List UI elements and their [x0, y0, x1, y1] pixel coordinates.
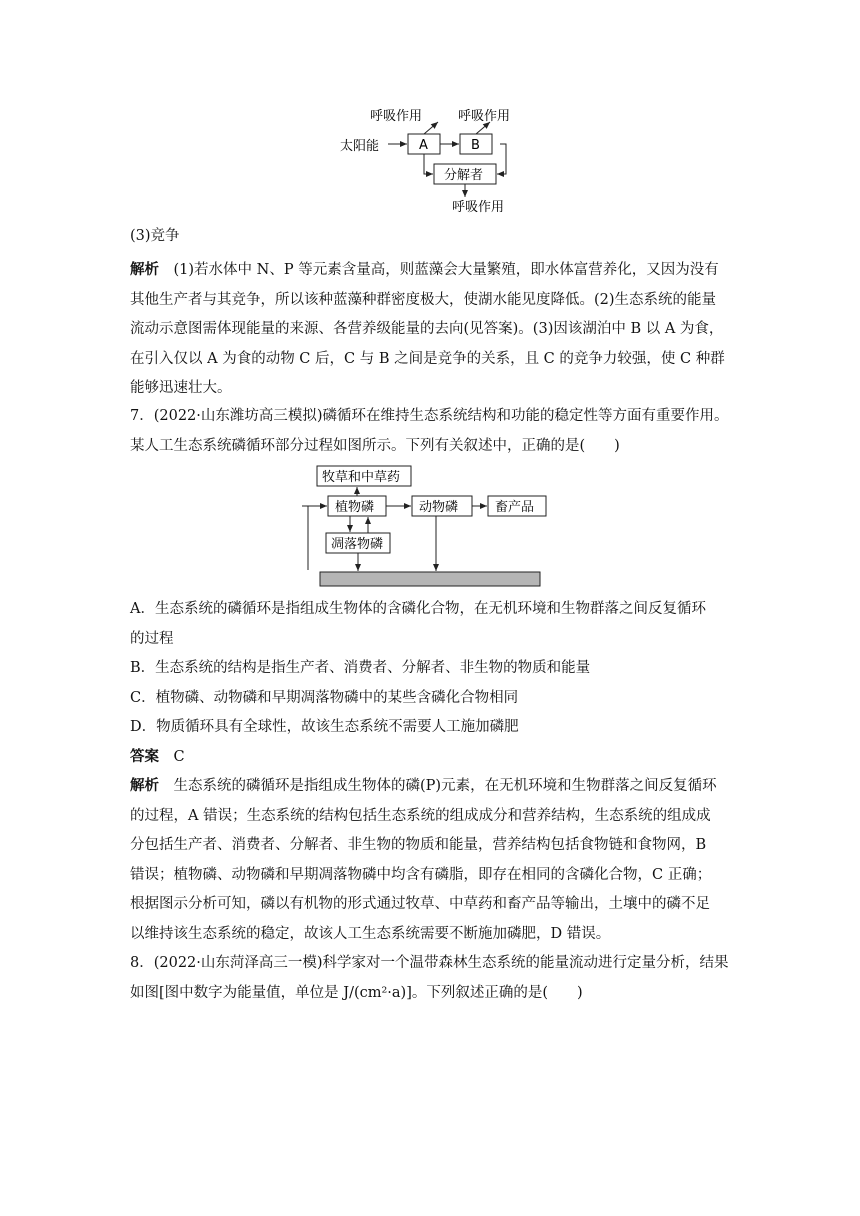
- question-7: [130, 402, 730, 461]
- analysis-2-line-5: 根据图示分析可知，磷以有机物的形式通过牧草、中草药和畜产品等输出，土壤中的磷不足: [130, 896, 710, 912]
- analysis-1-line-3: 流动示意图需体现能量的来源、各营养级能量的去向(见答案)。(3)因该湖泊中 B 以 A 为食，: [130, 321, 724, 337]
- box-litter-p-label: 凋落物磷: [331, 537, 384, 552]
- energy-flow-diagram: [340, 100, 540, 220]
- question-8-line-2: 如图[图中数字为能量值，单位是 J/(cm²·a)]。下列叙述正确的是( ): [130, 984, 583, 1001]
- analysis-2-line-6: 以维持该生态系统的稳定，故该人工生态系统需要不断施加磷肥，D 错误。: [130, 925, 611, 942]
- arrow-a-decomposer: [424, 154, 433, 174]
- analysis-1-line-2: 其他生产者与其竞争，所以该种蓝藻种群密度极大，使湖水能见度降低。(2)生态系统的能量: [130, 291, 717, 308]
- question-7-line-2: 某人工生态系统磷循环部分过程如图所示。下列有关叙述中，正确的是( ): [130, 437, 620, 454]
- answer-row: [130, 743, 730, 773]
- soil-bar: [320, 572, 540, 586]
- answer-item-3: (3)竞争: [130, 228, 180, 244]
- analysis-1-line-1: 解析 (1)若水体中 N、P 等元素含量高，则蓝藻会大量繁殖，即水体富营养化，又因为没有: [130, 262, 719, 278]
- box-animal-p-label: 动物磷: [419, 500, 459, 515]
- box-a-label: A: [419, 138, 428, 153]
- option-d: D．物质循环具有全球性，故该生态系统不需要人工施加磷肥: [130, 719, 519, 735]
- resp-label-decomposer: 呼吸作用: [452, 200, 505, 215]
- analysis-2-line-4: 错误；植物磷、动物磷和早期凋落物磷中均含有磷脂，即存在相同的含磷化合物，C 正确；: [130, 866, 712, 883]
- answer-value: C: [173, 748, 185, 765]
- option-b: B．生态系统的结构是指生产者、消费者、分解者、非生物的物质和能量: [130, 660, 591, 676]
- question-7-line-1: 7．(2022·山东潍坊高三模拟)磷循环在维持生态系统结构和功能的稳定性等方面有重要作用。: [130, 408, 729, 424]
- question-7-options: [130, 595, 730, 949]
- analysis-2-label: 解析: [130, 778, 159, 794]
- sun-energy-label: 太阳能: [340, 139, 380, 154]
- analysis-2-line-3: 分包括生产者、消费者、分解者、非生物的物质和能量，营养结构包括食物链和食物网，B: [130, 837, 707, 853]
- box-livestock-label: 畜产品: [495, 500, 535, 515]
- question-8: [130, 949, 730, 1008]
- question-8-line-1: 8．(2022·山东菏泽高三一模)科学家对一个温带森林生态系统的能量流动进行定量分析，结果: [130, 955, 729, 971]
- box-pasture-label: 牧草和中草药: [322, 470, 401, 485]
- resp-label-a: 呼吸作用: [370, 109, 423, 124]
- box-b-label: B: [471, 138, 480, 153]
- analysis-2-line-1: 解析 生态系统的磷循环是指组成生物体的磷(P)元素，在无机环境和生物群落之间反复循环: [130, 778, 717, 794]
- analysis-1-line-4: 在引入仅以 A 为食的动物 C 后，C 与 B 之间是竞争的关系，且 C 的竞争力较强，使 C 种群: [130, 350, 725, 367]
- option-a-line-2: 的过程: [130, 630, 174, 647]
- option-c: C．植物磷、动物磷和早期凋落物磷中的某些含磷化合物相同: [130, 689, 519, 706]
- arrow-b-decomposer: [497, 144, 506, 174]
- answer-label: 答案: [130, 748, 159, 765]
- box-decomposer-label: 分解者: [444, 168, 484, 183]
- resp-label-b: 呼吸作用: [458, 109, 511, 124]
- arrow-loop-litter-plant: [302, 506, 308, 570]
- analysis-2-line-2: 的过程，A 错误；生态系统的结构包括生态系统的组成成分和营养结构，生态系统的组成成: [130, 807, 711, 824]
- analysis-1-label: 解析: [130, 262, 159, 278]
- analysis-1: [130, 256, 730, 404]
- box-plant-p-label: 植物磷: [335, 500, 375, 515]
- phosphorus-cycle-diagram: [300, 460, 550, 590]
- option-a-line-1: A．生态系统的磷循环是指组成生物体的含磷化合物，在无机环境和生物群落之间反复循环: [130, 601, 706, 617]
- analysis-1-line-5: 能够迅速壮大。: [130, 380, 232, 396]
- arrow-a-resp: [424, 122, 438, 134]
